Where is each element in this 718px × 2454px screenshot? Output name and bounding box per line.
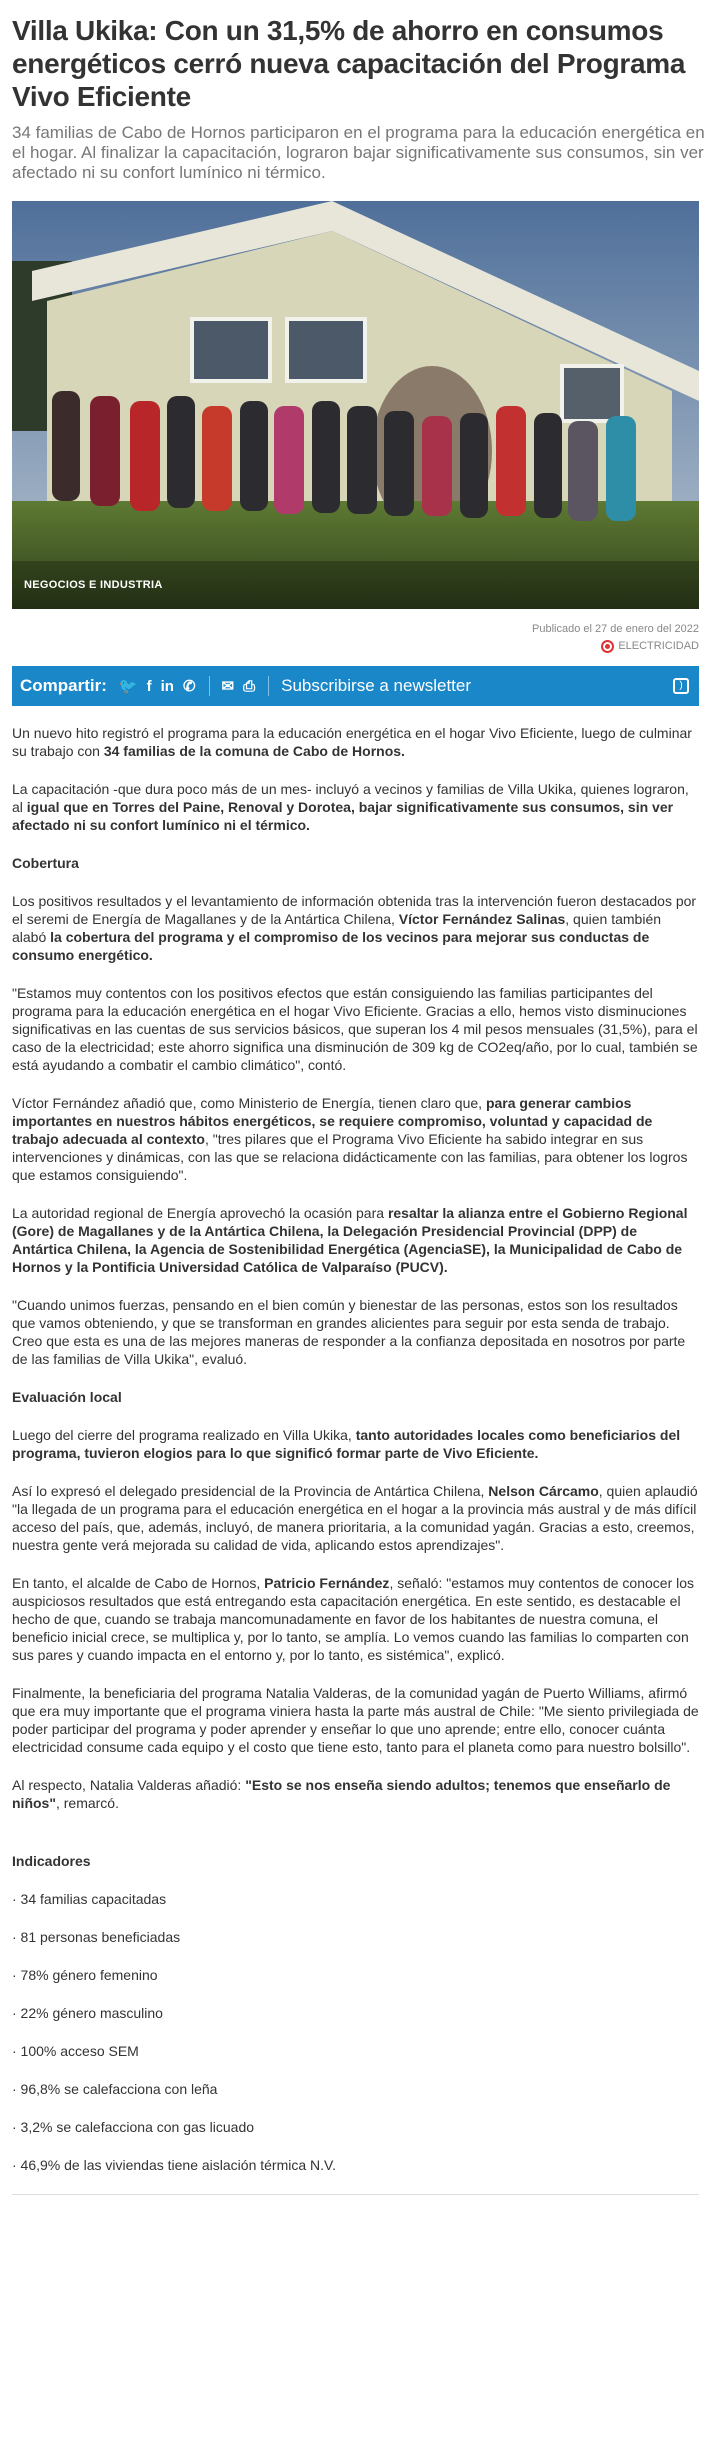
article-title: Villa Ukika: Con un 31,5% de ahorro en consumos energéticos cerró nueva capacitación del Programa Vivo Eficiente: [12, 15, 686, 112]
paragraph: Víctor Fernández añadió que, como Ministerio de Energía, tienen claro que, para generar cambios importantes en nuestros hábitos energéticos, se requiere compromiso, voluntad y capacidad de trabajo adecuada al contexto, "tres pilares que el Programa Vivo Eficiente ha sabido integrar en sus intervenciones y dinámicas, con las que se relaciona didácticamente con las familias, para obtener los logros que estamos consiguiendo".: [12, 1095, 688, 1183]
window-1: [192, 319, 270, 381]
section-heading-evaluacion: Evaluación local: [12, 1389, 122, 1405]
indicator-item: · 100% acceso SEM: [12, 2043, 139, 2059]
article-lead: 34 familias de Cabo de Hornos participaron en el programa para la educación energética en el hogar. Al finalizar la capacitación, lograron bajar significativamente sus consumos, sin ver afectado ni su confort lumínico ni térmico.: [12, 123, 705, 182]
hero-photo-illustration: [12, 201, 699, 609]
indicator-item: · 3,2% se calefacciona con gas licuado: [12, 2119, 255, 2135]
section-heading-cobertura: Cobertura: [12, 855, 79, 871]
print-icon[interactable]: ⎙: [243, 677, 256, 695]
paragraph: "Estamos muy contentos con los positivos efectos que están consiguiendo las familias participantes del programa para la educación energética en el hogar Vivo Eficiente. Gracias a ello, hemos visto disminuciones significativas en las cuentas de sus servicios básicos, que superan los 4 mil pesos mensuales (31,5%), para el caso de la electricidad; este ahorro significa una disminución de 309 kg de CO2eq/año, por lo cual, también se está ayudando a combatir el cambio climático", contó.: [12, 985, 698, 1073]
paragraph: Al respecto, Natalia Valderas añadió: "Esto se nos enseña siendo adultos; tenemos que enseñarlo de niños", remarcó.: [12, 1777, 671, 1811]
whatsapp-icon[interactable]: ✆: [182, 678, 196, 695]
paragraph: La capacitación -que dura poco más de un mes- incluyó a vecinos y familias de Villa Ukika, quienes lograron, al igual que en Torres del Paine, Renoval y Dorotea, bajar significativamente sus consumos, sin ver afectado ni su confort lumínico ni el térmico.: [12, 781, 689, 833]
indicator-item: · 78% género femenino: [12, 1967, 158, 1983]
indicator-item: · 96,8% se calefacciona con leña: [12, 2081, 218, 2097]
window-2: [287, 319, 365, 381]
twitter-icon[interactable]: 🐦: [118, 678, 138, 695]
category-label: ELECTRICIDAD: [618, 640, 699, 652]
share-divider-2: [268, 676, 269, 696]
paragraph: Finalmente, la beneficiaria del programa Natalia Valderas, de la comunidad yagán de Puerto Williams, afirmó que era muy importante que el programa viniera hasta la parte más austral de Chile: "Me siento privilegiada de poder participar del programa y poder aprender y enseñar lo que uno aprende; entre ello, conocer cuánta electricidad consume cada equipo y el costo que tiene esto, tanto para el planeta como para nuestro bolsillo".: [12, 1685, 699, 1755]
paragraph: En tanto, el alcalde de Cabo de Hornos, Patricio Fernández, señaló: "estamos muy contentos de conocer los auspiciosos resultados que está entregando esta capacitación energética. En este sentido, es destacable el hecho de que, cuando se trabaja mancomunadamente en favor de los habitantes de nuestra comuna, el beneficio inicial crece, se multiplica y, por lo tanto, se amplía. Lo vemos cuando las familias lo comparten con sus pares y cuando impacta en el entorno y, por lo tanto, es sistémica", explicó.: [12, 1575, 695, 1663]
section-heading-indicadores: Indicadores: [12, 1853, 91, 1869]
share-divider: [209, 676, 210, 696]
paragraph: Luego del cierre del programa realizado en Villa Ukika, tanto autoridades locales como beneficiarios del programa, tuvieron elogios para lo que significó formar parte de Vivo Eficiente.: [12, 1427, 681, 1461]
newsletter-link[interactable]: Subscribirse a newsletter: [281, 676, 472, 695]
paragraph: La autoridad regional de Energía aprovechó la ocasión para resaltar la alianza entre el Gobierno Regional (Gore) de Magallanes y de la Antártica Chilena, la Delegación Presidencial Provincial (DPP) de Antártica Chilena, la Agencia de Sostenibilidad Energética (AgenciaSE), la Municipalidad de Cabo de Hornos y la Pontificia Universidad Católica de Valparaíso (PUCV).: [12, 1205, 688, 1275]
paragraph: Un nuevo hito registró el programa para la educación energética en el hogar Vivo Eficiente, luego de culminar su trabajo con 34 familias de la comuna de Cabo de Hornos.: [12, 725, 692, 759]
indicator-item: · 34 familias capacitadas: [12, 1891, 167, 1907]
electricity-category-icon: [601, 640, 614, 653]
paragraph: Así lo expresó el delegado presidencial de la Provincia de Antártica Chilena, Nelson Cárcamo, quien aplaudió "la llegada de un programa para el educación energética en el hogar a la provincia más austral y de más difícil acceso del país, que, además, incluyó, de manera prioritaria, a la comunidad yagán. Gracias a esto, creemos, nuestra gente verá mejorada su calidad de vida, aplicando estos aprendizajes".: [12, 1483, 698, 1553]
rss-icon[interactable]: ): [673, 678, 689, 694]
email-icon[interactable]: ✉: [221, 678, 235, 695]
bottom-divider: [12, 2194, 699, 2195]
article-body: [12, 724, 699, 2174]
article-meta: [12, 621, 699, 659]
facebook-icon[interactable]: f: [146, 677, 152, 695]
indicator-item: · 46,9% de las viviendas tiene aislación térmica N.V.: [12, 2157, 336, 2173]
linkedin-icon[interactable]: in: [160, 677, 174, 695]
paragraph: "Cuando unimos fuerzas, pensando en el bien común y bienestar de las personas, estos son los resultados que vamos obteniendo, y que se transforman en grandes alicientes para seguir por esta senda de trabajo. Creo que esta es una de las mejores maneras de responder a la confianza depositada en nosotros por parte de las familias de Villa Ukika", evaluó.: [12, 1297, 686, 1367]
hero-image: [12, 201, 699, 609]
share-bar: [12, 666, 699, 706]
share-label: Compartir:: [20, 676, 107, 695]
paragraph: Los positivos resultados y el levantamiento de información obtenida tras la intervención fueron destacados por el seremi de Energía de Magallanes y de la Antártica Chilena, Víctor Fernández Salinas, quien también alabó la cobertura del programa y el compromiso de los vecinos para mejorar sus conductas de consumo energético.: [12, 893, 697, 963]
window-3: [562, 366, 622, 421]
image-category-label[interactable]: NEGOCIOS E INDUSTRIA: [24, 579, 163, 591]
indicator-item: · 22% género masculino: [12, 2005, 163, 2021]
category-link[interactable]: [601, 638, 699, 655]
article: [12, 14, 712, 2195]
indicator-item: · 81 personas beneficiadas: [12, 1929, 181, 1945]
publish-date: Publicado el 27 de enero del 2022: [532, 623, 699, 635]
